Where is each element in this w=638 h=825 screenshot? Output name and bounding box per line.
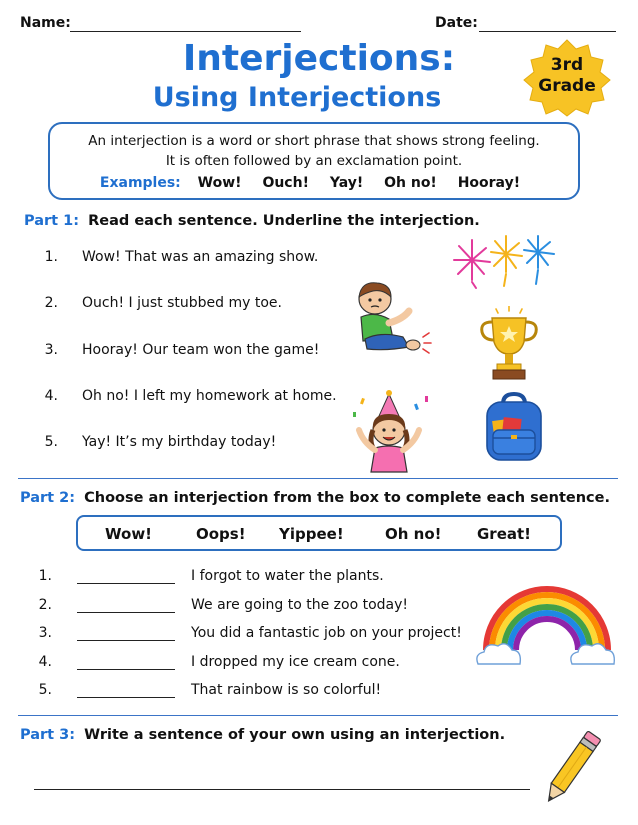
examples-row [50, 175, 578, 191]
example-word: Oh no! [384, 175, 437, 191]
date-label: Date: [435, 15, 478, 31]
word-bank-item: Oh no! [385, 525, 442, 543]
hurt-toe-boy-icon [351, 281, 437, 361]
part2-sentence: We are going to the zoo today! [191, 597, 409, 613]
part2-item-number: 1. [38, 568, 52, 584]
part1-item-number: 5. [44, 434, 58, 450]
rainbow-icon [474, 584, 620, 668]
date-field[interactable] [479, 31, 616, 32]
birthday-girl-icon [351, 390, 437, 474]
badge-line2: Grade [538, 76, 596, 96]
part1-sentence: Ouch! I just stubbed my toe. [82, 295, 282, 311]
part2-sentence: I forgot to water the plants. [191, 568, 384, 584]
examples-label: Examples: [99, 175, 181, 191]
part1-item-number: 2. [44, 295, 58, 311]
part3-label: Part 3: [20, 727, 76, 743]
badge-line1: 3rd [550, 55, 584, 75]
part2-sentence: I dropped my ice cream cone. [191, 654, 400, 670]
name-label: Name: [20, 15, 71, 31]
section-divider [18, 478, 618, 479]
part1-sentence: Hooray! Our team won the game! [82, 342, 320, 358]
part3-heading [20, 727, 505, 743]
part2-item-number: 2. [38, 597, 52, 613]
part2-heading [20, 490, 610, 506]
grade-badge [523, 39, 611, 117]
part1-sentence: Yay! It’s my birthday today! [82, 434, 277, 450]
part1-item-number: 3. [44, 342, 58, 358]
backpack-icon [481, 392, 547, 464]
word-bank-item: Great! [477, 525, 532, 543]
part2-instruction: Choose an interjection from the box to complete each sentence. [84, 490, 610, 506]
part2-item-number: 5. [38, 682, 52, 698]
answer-blank[interactable] [77, 697, 175, 698]
word-bank-item: Yippee! [279, 525, 344, 543]
part1-sentence: Oh no! I left my homework at home. [82, 388, 337, 404]
part2-item-number: 3. [38, 625, 52, 641]
part1-label: Part 1: [24, 213, 80, 229]
part1-instruction: Read each sentence. Underline the interjection. [88, 213, 480, 229]
answer-blank[interactable] [77, 640, 175, 641]
trophy-icon [478, 306, 540, 380]
example-word: Yay! [329, 175, 364, 191]
example-word: Wow! [197, 175, 242, 191]
part2-sentence: That rainbow is so colorful! [191, 682, 382, 698]
sentence-answer-line[interactable] [34, 789, 530, 790]
answer-blank[interactable] [77, 583, 175, 584]
part2-label: Part 2: [20, 490, 76, 506]
word-bank-item: Wow! [105, 525, 153, 543]
part1-sentence: Wow! That was an amazing show. [82, 249, 319, 265]
part1-item-number: 4. [44, 388, 58, 404]
name-field[interactable] [70, 31, 301, 32]
answer-blank[interactable] [77, 612, 175, 613]
definition-line-2: It is often followed by an exclamation point. [165, 153, 463, 169]
example-word: Ouch! [262, 175, 309, 191]
definition-line-1: An interjection is a word or short phrase that shows strong feeling. [88, 133, 540, 149]
definition-box [48, 122, 580, 200]
example-word: Hooray! [457, 175, 521, 191]
page-title: Interjections: [182, 38, 456, 79]
part1-heading [24, 213, 480, 229]
pencil-icon [538, 728, 604, 810]
page-subtitle: Using Interjections [152, 82, 442, 113]
part2-item-number: 4. [38, 654, 52, 670]
answer-blank[interactable] [77, 669, 175, 670]
part1-item-number: 1. [44, 249, 58, 265]
part3-instruction: Write a sentence of your own using an interjection. [84, 727, 506, 743]
word-bank-box [76, 515, 562, 551]
section-divider [18, 715, 618, 716]
word-bank-item: Oops! [196, 525, 246, 543]
fireworks-icon [450, 232, 558, 290]
part2-sentence: You did a fantastic job on your project! [191, 625, 462, 641]
